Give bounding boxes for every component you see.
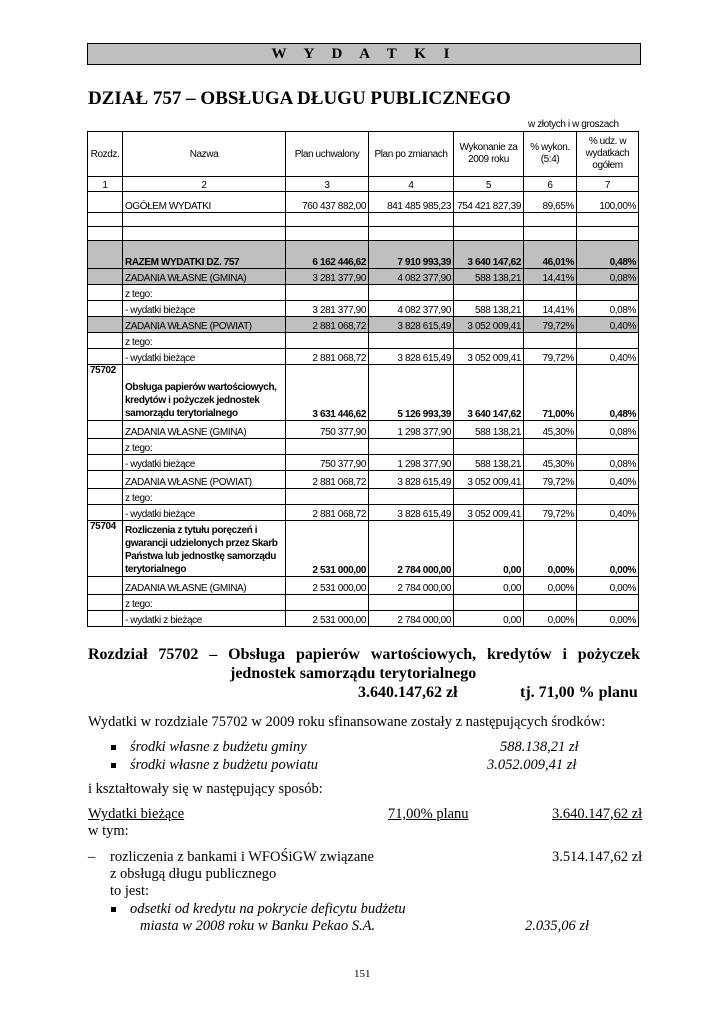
bullet-icon xyxy=(111,907,116,912)
table-row xyxy=(88,577,639,595)
plan-zm-cell: 2 784 000,00 xyxy=(369,577,454,595)
table-row xyxy=(88,471,639,489)
interest-line1: odsetki od kredytu na pokrycie deficytu budżetu xyxy=(130,901,406,917)
udz-cell: 0,48% xyxy=(577,365,639,421)
settlements-line2: z obsługą długu publicznego xyxy=(110,866,277,882)
settlements-line3: to jest: xyxy=(110,883,150,899)
col-header-wykonanie: Wykonanie za 2009 roku xyxy=(454,132,524,177)
rozdz-cell xyxy=(88,192,123,213)
dash-marker: – xyxy=(88,849,96,865)
table-row xyxy=(88,269,639,285)
name-cell: ZADANIA WŁASNE (POWIAT) xyxy=(123,317,286,333)
name-cell: z tego: xyxy=(123,439,286,455)
budget-table xyxy=(87,131,639,627)
table-row-blank xyxy=(88,227,639,241)
current-expenses-pct: 71,00% planu xyxy=(388,806,469,822)
name-cell: ZADANIA WŁASNE (GMINA) xyxy=(123,577,286,595)
plan-zm-cell: 3 828 615,49 xyxy=(369,349,454,365)
in-that-text: w tym: xyxy=(88,823,129,839)
pct-cell: 14,41% xyxy=(524,269,577,285)
udz-cell: 0,08% xyxy=(577,455,639,471)
pct-cell: 0,00% xyxy=(524,611,577,627)
name-cell: - wydatki bieżące xyxy=(123,349,286,365)
wyk-cell: 3 052 009,41 xyxy=(454,505,524,521)
plan-zm-cell: 7 910 993,39 xyxy=(369,241,454,269)
rozdz-cell xyxy=(88,269,123,285)
pct-cell: 0,00% xyxy=(524,521,577,577)
plan-cell: 3 631 446,62 xyxy=(286,365,369,421)
plan-zm-cell: 3 828 615,49 xyxy=(369,505,454,521)
name-cell: z tego: xyxy=(123,333,286,349)
udz-cell: 0,08% xyxy=(577,269,639,285)
wyk-cell: 754 421 827,39 xyxy=(454,192,524,213)
pct-cell: 89,65% xyxy=(524,192,577,213)
wyk-cell: 3 052 009,41 xyxy=(454,471,524,489)
pct-cell: 46,01% xyxy=(524,241,577,269)
table-row xyxy=(88,595,639,611)
table-header-row xyxy=(88,132,639,177)
col-number: 1 xyxy=(88,177,123,192)
table-row-75704 xyxy=(88,521,639,577)
name-cell: ZADANIA WŁASNE (POWIAT) xyxy=(123,471,286,489)
bullet-icon xyxy=(111,763,116,768)
settlements-line1: rozliczenia z bankami i WFOŚiGW związane xyxy=(110,849,374,865)
col-number: 2 xyxy=(123,177,286,192)
rozdz-code: 75702 xyxy=(88,365,123,421)
name-cell: z tego: xyxy=(123,595,286,611)
name-cell: Obsługa papierów wartościowych, kredytów i pożyczek jednostek samorządu terytorialnego xyxy=(123,365,286,421)
source-amount: 588.138,21 zł xyxy=(500,739,579,755)
wyk-cell: 3 052 009,41 xyxy=(454,349,524,365)
table-row xyxy=(88,349,639,365)
plan-cell: 3 281 377,90 xyxy=(286,269,369,285)
col-number: 7 xyxy=(577,177,639,192)
name-cell: z tego: xyxy=(123,489,286,505)
udz-cell: 0,40% xyxy=(577,505,639,521)
pct-cell: 79,72% xyxy=(524,505,577,521)
chapter-heading-line2: jednostek samorządu terytorialnego xyxy=(230,665,477,682)
plan-zm-cell: 2 784 000,00 xyxy=(369,521,454,577)
plan-cell: 2 531 000,00 xyxy=(286,577,369,595)
pct-cell: 14,41% xyxy=(524,301,577,317)
bullet-icon xyxy=(111,745,116,750)
chapter-heading-line1: Rozdział 75702 – Obsługa papierów wartościowych, kredytów i pożyczek xyxy=(88,646,640,663)
col-header-plan-uchwalony: Plan uchwalony xyxy=(286,132,369,177)
plan-cell: 750 377,90 xyxy=(286,421,369,439)
udz-cell: 100,00% xyxy=(577,192,639,213)
table-row xyxy=(88,439,639,455)
pct-cell: 79,72% xyxy=(524,317,577,333)
plan-cell: 2 531 000,00 xyxy=(286,521,369,577)
column-number-row xyxy=(88,177,639,192)
pct-cell: 79,72% xyxy=(524,349,577,365)
name-cell: - wydatki z bieżące xyxy=(123,611,286,627)
plan-cell: 2 881 068,72 xyxy=(286,349,369,365)
col-header-wykon-pct: % wykon. (5:4) xyxy=(524,132,577,177)
plan-zm-cell: 4 082 377,90 xyxy=(369,301,454,317)
source-label: środki własne z budżetu gminy xyxy=(130,739,307,755)
table-row xyxy=(88,505,639,521)
plan-cell: 3 281 377,90 xyxy=(286,301,369,317)
rozdz-cell xyxy=(88,317,123,333)
plan-cell: 6 162 446,62 xyxy=(286,241,369,269)
shaped-text: i kształtowały się w następujący sposób: xyxy=(88,781,323,797)
plan-zm-cell: 3 828 615,49 xyxy=(369,317,454,333)
chapter-plan-pct: tj. 71,00 % planu xyxy=(520,684,638,701)
intro-text: Wydatki w rozdziale 75702 w 2009 roku sfinansowane zostały z następujących środków: xyxy=(88,714,606,730)
table-row xyxy=(88,489,639,505)
plan-zm-cell: 1 298 377,90 xyxy=(369,455,454,471)
name-cell: - wydatki bieżące xyxy=(123,505,286,521)
plan-cell: 750 377,90 xyxy=(286,455,369,471)
udz-cell: 0,40% xyxy=(577,317,639,333)
rozdz-cell xyxy=(88,241,123,269)
name-cell: ZADANIA WŁASNE (GMINA) xyxy=(123,269,286,285)
name-cell: z tego: xyxy=(123,285,286,301)
name-cell: - wydatki bieżące xyxy=(123,455,286,471)
table-row xyxy=(88,317,639,333)
interest-amount: 2.035,06 zł xyxy=(525,918,590,934)
col-number: 4 xyxy=(369,177,454,192)
pct-cell: 45,30% xyxy=(524,421,577,439)
wyk-cell: 588 138,21 xyxy=(454,421,524,439)
pct-cell: 0,00% xyxy=(524,577,577,595)
table-row-blank xyxy=(88,213,639,227)
name-cell: - wydatki bieżące xyxy=(123,301,286,317)
chapter-amount: 3.640.147,62 zł xyxy=(358,684,458,701)
plan-cell: 2 881 068,72 xyxy=(286,317,369,333)
udz-cell: 0,48% xyxy=(577,241,639,269)
current-expenses-amount: 3.640.147,62 zł xyxy=(552,806,643,822)
plan-zm-cell: 3 828 615,49 xyxy=(369,471,454,489)
col-header-nazwa: Nazwa xyxy=(123,132,286,177)
col-number: 6 xyxy=(524,177,577,192)
rozdz-code: 75704 xyxy=(88,521,123,577)
wyk-cell: 0,00 xyxy=(454,577,524,595)
udz-cell: 0,00% xyxy=(577,521,639,577)
settlements-amount: 3.514.147,62 zł xyxy=(552,849,643,865)
table-row xyxy=(88,611,639,627)
plan-zm-cell: 1 298 377,90 xyxy=(369,421,454,439)
wyk-cell: 0,00 xyxy=(454,611,524,627)
col-header-udz-pct: % udz. w wydatkach ogółem xyxy=(577,132,639,177)
name-cell: Rozliczenia z tytułu poręczeń i gwarancji udzielonych przez Skarb Państwa lub jednostkę samorządu terytorialnego xyxy=(123,521,286,577)
col-number: 3 xyxy=(286,177,369,192)
unit-note: w złotych i w groszach xyxy=(528,119,619,130)
udz-cell: 0,40% xyxy=(577,471,639,489)
table-row xyxy=(88,333,639,349)
col-number: 5 xyxy=(454,177,524,192)
source-amount: 3.052.009,41 zł xyxy=(487,757,577,773)
section-title: DZIAŁ 757 – OBSŁUGA DŁUGU PUBLICZNEGO xyxy=(88,88,511,109)
table-row xyxy=(88,301,639,317)
pct-cell: 45,30% xyxy=(524,455,577,471)
table-row xyxy=(88,285,639,301)
current-expenses-label: Wydatki bieżące xyxy=(88,806,185,822)
plan-cell: 2 531 000,00 xyxy=(286,611,369,627)
udz-cell: 0,40% xyxy=(577,349,639,365)
pct-cell: 71,00% xyxy=(524,365,577,421)
wyk-cell: 588 138,21 xyxy=(454,455,524,471)
source-label: środki własne z budżetu powiatu xyxy=(130,757,318,773)
wyk-cell: 3 640 147,62 xyxy=(454,241,524,269)
name-cell: RAZEM WYDATKI DZ. 757 xyxy=(123,241,286,269)
pct-cell: 79,72% xyxy=(524,471,577,489)
plan-cell: 2 881 068,72 xyxy=(286,505,369,521)
wyk-cell: 3 640 147,62 xyxy=(454,365,524,421)
table-row-75702 xyxy=(88,365,639,421)
udz-cell: 0,00% xyxy=(577,611,639,627)
page-header-bar: W Y D A T K I xyxy=(87,43,641,65)
plan-zm-cell: 5 126 993,39 xyxy=(369,365,454,421)
table-row xyxy=(88,421,639,439)
plan-cell: 760 437 882,00 xyxy=(286,192,369,213)
plan-zm-cell: 4 082 377,90 xyxy=(369,269,454,285)
table-row-ogolem xyxy=(88,192,639,213)
udz-cell: 0,08% xyxy=(577,301,639,317)
wyk-cell: 0,00 xyxy=(454,521,524,577)
plan-zm-cell: 841 485 985,23 xyxy=(369,192,454,213)
plan-cell: 2 881 068,72 xyxy=(286,471,369,489)
name-cell: ZADANIA WŁASNE (GMINA) xyxy=(123,421,286,439)
udz-cell: 0,00% xyxy=(577,577,639,595)
wyk-cell: 3 052 009,41 xyxy=(454,317,524,333)
table-row xyxy=(88,455,639,471)
interest-line2: miasta w 2008 roku w Banku Pekao S.A. xyxy=(140,918,376,934)
name-cell: OGÓŁEM WYDATKI xyxy=(123,192,286,213)
table-row-razem xyxy=(88,241,639,269)
udz-cell: 0,08% xyxy=(577,421,639,439)
wyk-cell: 588 138,21 xyxy=(454,269,524,285)
col-header-plan-po-zmianach: Plan po zmianach xyxy=(369,132,454,177)
wyk-cell: 588 138,21 xyxy=(454,301,524,317)
col-header-rozdz: Rozdz. xyxy=(88,132,123,177)
page-number: 151 xyxy=(354,968,371,980)
plan-zm-cell: 2 784 000,00 xyxy=(369,611,454,627)
